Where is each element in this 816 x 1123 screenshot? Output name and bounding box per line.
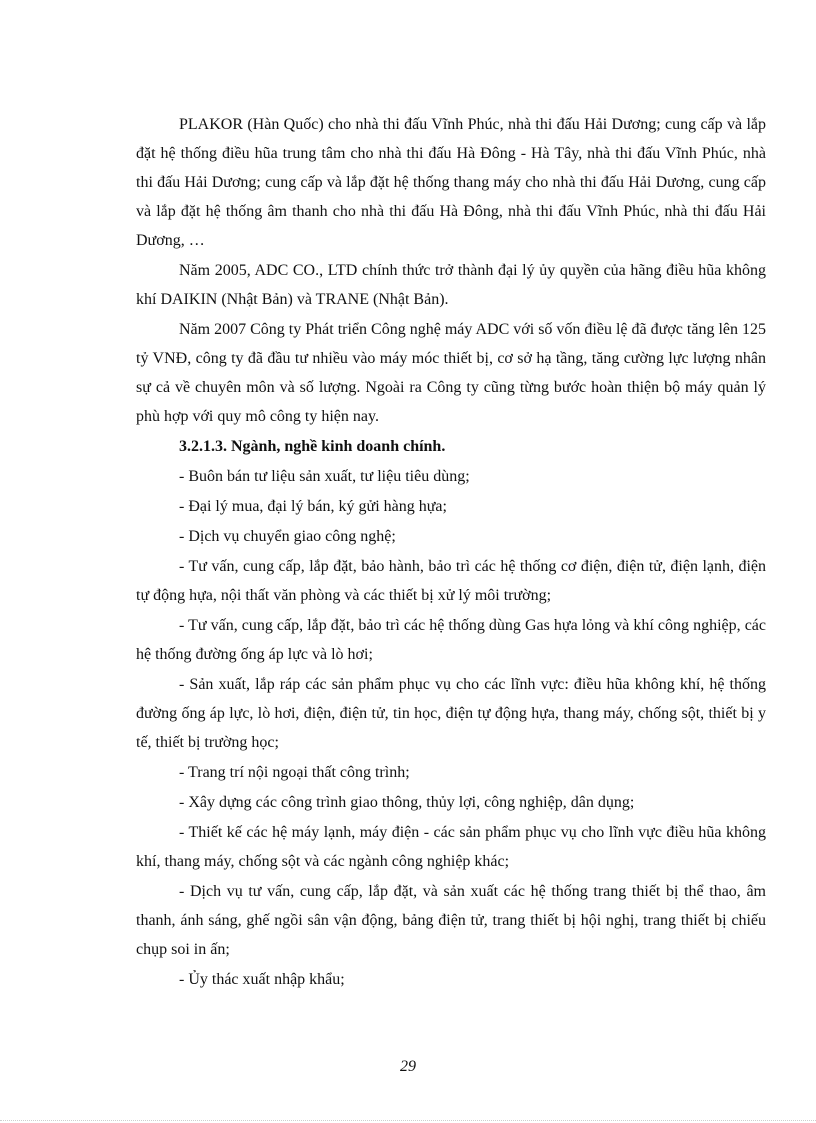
list-item: - Xây dựng các công trình giao thông, thủy lợi, công nghiệp, dân dụng; bbox=[179, 794, 635, 811]
list-item: - Tư vấn, cung cấp, lắp đặt, bảo trì các hệ thống dùng Gas hựa lỏng và khí công nghiệp, các hệ thống đường ống áp lực và lò hơi; bbox=[136, 617, 766, 663]
list-item: - Trang trí nội ngoại thất công trình; bbox=[179, 764, 410, 781]
footer-divider bbox=[0, 1120, 816, 1121]
list-item: - Đại lý mua, đại lý bán, ký gửi hàng hựa; bbox=[179, 498, 447, 515]
page-number: 29 bbox=[400, 1058, 416, 1075]
document-body bbox=[136, 110, 766, 995]
paragraph-plakor: PLAKOR (Hàn Quốc) cho nhà thi đấu Vĩnh Phúc, nhà thi đấu Hải Dương; cung cấp và lắp đặt hệ thống điều hũa trung tâm cho nhà thi đấu Hà Đông - Hà Tây, nhà thi đấu Vĩnh Phúc, nhà thi đấu Hải Dương; cung cấp và lắp đặt hệ thống thang máy cho nhà thi đấu Hải Dương, cung cấp và lắp đặt hệ thống âm thanh cho nhà thi đấu Hà Đông, nhà thi đấu Vĩnh Phúc, nhà thi đấu Hải Dương, … bbox=[136, 116, 766, 249]
list-item: - Dịch vụ chuyển giao công nghệ; bbox=[179, 528, 396, 545]
list-item: - Thiết kế các hệ máy lạnh, máy điện - các sản phẩm phục vụ cho lĩnh vực điều hũa không khí, thang máy, chống sột và các ngành công nghiệp khác; bbox=[136, 824, 766, 870]
list-item: - Ủy thác xuất nhập khẩu; bbox=[179, 971, 345, 988]
list-item: - Tư vấn, cung cấp, lắp đặt, bảo hành, bảo trì các hệ thống cơ điện, điện tử, điện lạnh, điện tự động hựa, nội thất văn phòng và các thiết bị xử lý môi trường; bbox=[136, 558, 766, 604]
section-heading: 3.2.1.3. Ngành, nghề kinh doanh chính. bbox=[179, 438, 446, 455]
list-item: - Buôn bán tư liệu sản xuất, tư liệu tiêu dùng; bbox=[179, 468, 470, 485]
paragraph-2007: Năm 2007 Công ty Phát triển Công nghệ máy ADC với số vốn điều lệ đã được tăng lên 125 tỷ VNĐ, công ty đã đầu tư nhiều vào máy móc thiết bị, cơ sở hạ tầng, tăng cường lực lượng nhân sự cả về chuyên môn và số lượng. Ngoài ra Công ty cũng từng bước hoàn thiện bộ máy quản lý phù hợp với quy mô công ty hiện nay. bbox=[136, 321, 766, 425]
list-item: - Sản xuất, lắp ráp các sản phẩm phục vụ cho các lĩnh vực: điều hũa không khí, hệ thống đường ống áp lực, lò hơi, điện, điện tử, tin học, điện tự động hựa, thang máy, chống sột, thiết bị y tế, thiết bị trường học; bbox=[136, 676, 766, 751]
list-item: - Dịch vụ tư vấn, cung cấp, lắp đặt, và sản xuất các hệ thống trang thiết bị thể thao, âm thanh, ánh sáng, ghế ngồi sân vận động, bảng điện tử, trang thiết bị hội nghị, trang thiết bị chiếu chụp soi in ấn; bbox=[136, 883, 766, 958]
paragraph-2005: Năm 2005, ADC CO., LTD chính thức trở thành đại lý ủy quyền của hãng điều hũa không khí DAIKIN (Nhật Bản) và TRANE (Nhật Bản). bbox=[136, 262, 766, 308]
